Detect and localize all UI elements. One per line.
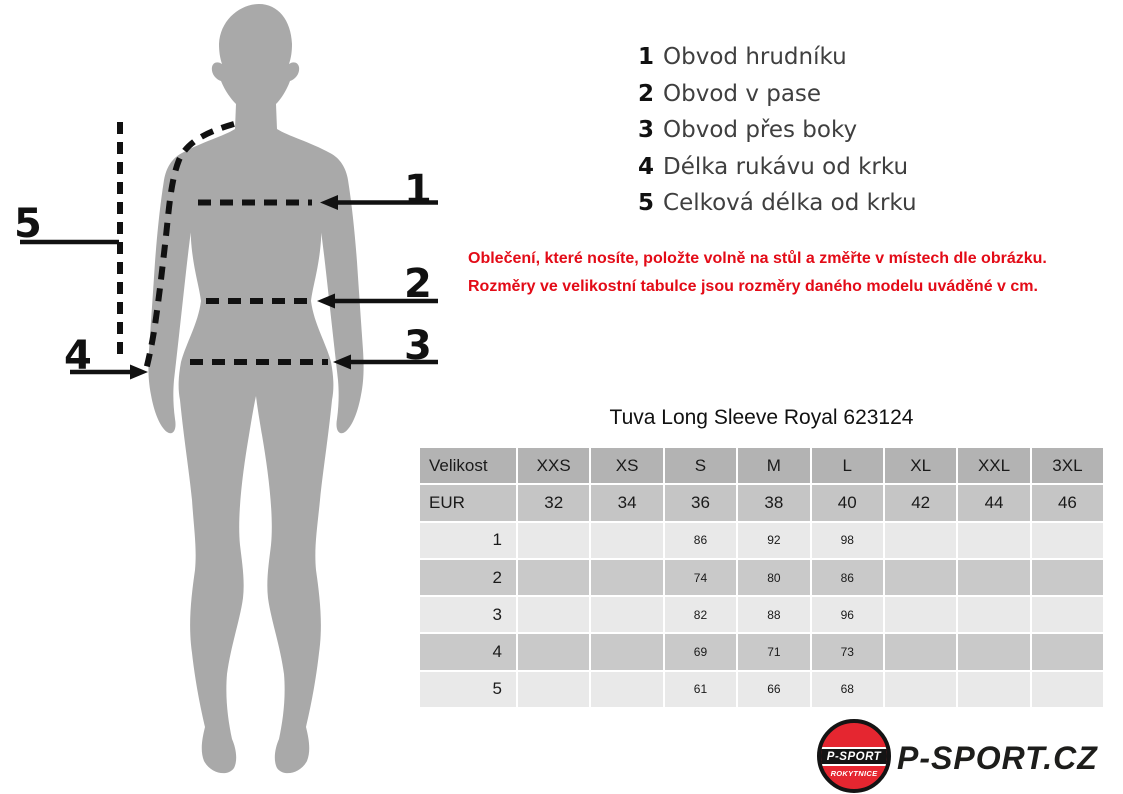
size-table-cell [591, 597, 662, 632]
size-table-header-cell: M [738, 448, 809, 483]
size-table-cell: 40 [812, 485, 883, 520]
legend-item-number: 3 [638, 117, 655, 143]
size-table [420, 448, 1103, 707]
size-table-row-label: 3 [420, 597, 516, 632]
legend-item-label: Obvod v pase [663, 80, 822, 107]
size-table-cell: 86 [665, 523, 736, 558]
body-silhouette-icon [148, 4, 363, 773]
size-table-cell: 96 [812, 597, 883, 632]
legend-item-label: Obvod hrudníku [663, 44, 847, 70]
size-table-cell: 68 [812, 672, 883, 707]
note-line-2: Rozměry ve velikostní tabulce jsou rozměry daného modelu uváděné v cm. [468, 278, 1038, 295]
size-table-cell: 73 [812, 634, 883, 669]
size-table-cell: 82 [665, 597, 736, 632]
size-table-cell [885, 634, 956, 669]
size-table-row-label: 1 [420, 523, 516, 558]
size-table-header-cell: XXL [958, 448, 1029, 483]
size-table-cell [1032, 523, 1103, 558]
size-table-cell [1032, 597, 1103, 632]
size-table-cell [885, 523, 956, 558]
size-table-cell: 44 [958, 485, 1029, 520]
psport-badge-band [817, 747, 891, 766]
size-table-cell [518, 597, 589, 632]
figure-marker-1: 1 [404, 167, 432, 213]
size-table-cell: 98 [812, 523, 883, 558]
legend-item [638, 149, 917, 186]
size-table-cell: 34 [591, 485, 662, 520]
size-table-cell [958, 523, 1029, 558]
size-table-cell: 71 [738, 634, 809, 669]
figure-marker-3: 3 [404, 323, 432, 369]
size-table-cell [1032, 560, 1103, 595]
legend-item [638, 185, 917, 222]
size-table-header-cell: XL [885, 448, 956, 483]
note-line-1: Oblečení, které nosíte, položte volně na stůl a změřte v místech dle obrázku. [468, 250, 1047, 267]
figure-marker-5: 5 [14, 201, 42, 247]
legend-item-number: 5 [638, 190, 655, 216]
figure-marker-4: 4 [64, 333, 92, 379]
psport-badge-icon [817, 719, 891, 793]
legend-item-number: 4 [638, 153, 655, 180]
body-measurement-diagram [0, 0, 470, 794]
size-table-cell: 88 [738, 597, 809, 632]
size-table-cell: 32 [518, 485, 589, 520]
size-table-cell [885, 560, 956, 595]
size-table-cell: 69 [665, 634, 736, 669]
size-table-cell [1032, 634, 1103, 669]
legend-item [638, 112, 917, 149]
size-table-cell [591, 672, 662, 707]
size-table-cell [958, 672, 1029, 707]
size-table-cell [885, 597, 956, 632]
size-table-header-cell: XS [591, 448, 662, 483]
legend-item [638, 39, 917, 76]
size-table-cell: 80 [738, 560, 809, 595]
size-table-cell: 86 [812, 560, 883, 595]
size-table-cell [518, 672, 589, 707]
size-table-cell [958, 634, 1029, 669]
size-table-cell: 36 [665, 485, 736, 520]
product-title: Tuva Long Sleeve Royal 623124 [609, 406, 914, 429]
size-table-row-label: EUR [420, 485, 516, 520]
size-table-cell: 74 [665, 560, 736, 595]
legend-item-number: 2 [638, 80, 655, 107]
size-table-cell: 42 [885, 485, 956, 520]
size-table-cell [518, 634, 589, 669]
size-table-row-label: 4 [420, 634, 516, 669]
size-table-cell: 61 [665, 672, 736, 707]
size-table-header-cell: Velikost [420, 448, 516, 483]
size-table-cell [591, 634, 662, 669]
size-table-cell [958, 560, 1029, 595]
legend-item [638, 76, 917, 113]
legend-item-label: Obvod přes boky [663, 117, 858, 143]
size-table-cell [518, 560, 589, 595]
arrowhead-4-icon [130, 365, 148, 380]
legend-item-label: Délka rukávu od krku [663, 153, 909, 180]
size-table-cell: 38 [738, 485, 809, 520]
measurement-legend [638, 39, 917, 222]
size-table-cell: 46 [1032, 485, 1103, 520]
size-table-header-cell: XXS [518, 448, 589, 483]
size-table-cell [591, 523, 662, 558]
psport-wordmark: P-SPORT.CZ [897, 740, 1098, 776]
size-table-row-label: 2 [420, 560, 516, 595]
size-table-cell [591, 560, 662, 595]
legend-item-label: Celková délka od krku [663, 190, 917, 216]
size-table-header-cell: S [665, 448, 736, 483]
figure-marker-2: 2 [404, 261, 432, 307]
size-table-cell [885, 672, 956, 707]
arrowhead-2-icon [317, 294, 335, 309]
size-table-header-cell: L [812, 448, 883, 483]
size-table-cell [1032, 672, 1103, 707]
size-table-row-label: 5 [420, 672, 516, 707]
psport-badge-subtitle: ROKYTNICE [830, 769, 878, 778]
measurement-note [468, 245, 1108, 301]
size-table-cell: 66 [738, 672, 809, 707]
legend-item-number: 1 [638, 44, 655, 70]
psport-badge-title: P-SPORT [826, 750, 882, 763]
size-table-cell [518, 523, 589, 558]
size-table-cell: 92 [738, 523, 809, 558]
size-table-header-cell: 3XL [1032, 448, 1103, 483]
size-table-cell [958, 597, 1029, 632]
